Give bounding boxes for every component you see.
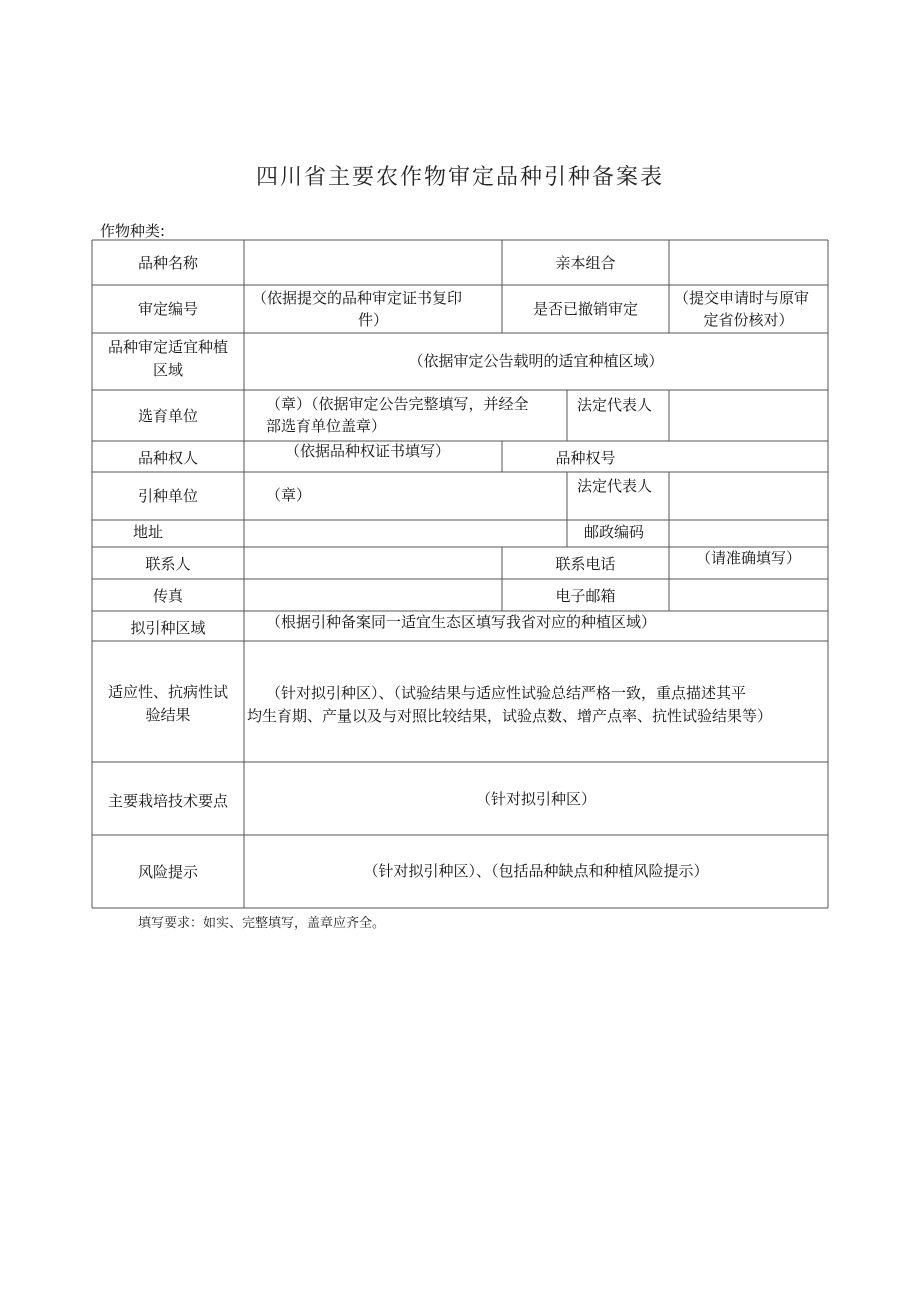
label-revoked: 是否已撤销审定	[532, 300, 638, 318]
hint-approval-no-2: 件）	[357, 311, 388, 329]
label-fax: 传真	[152, 587, 183, 605]
label-parent-combo: 亲本组合	[555, 254, 616, 272]
label-tech: 主要栽培技术要点	[107, 792, 228, 810]
label-intro-area: 拟引种区域	[130, 619, 206, 637]
hint-breeder-1: （章）（依据审定公告完整填写，并经全	[266, 395, 529, 413]
hint-phone: （请准确填写）	[695, 549, 801, 567]
label-legal-rep: 法定代表人	[577, 396, 653, 414]
hint-revoked-1: （提交申请时与原审	[674, 289, 810, 307]
hint-intro-area: （根据引种备案同一适宜生态区填写我省对应的种植区域）	[266, 613, 657, 631]
label-test-1: 适应性、抗病性试	[107, 683, 228, 701]
label-introducer: 引种单位	[137, 487, 198, 505]
label-risk: 风险提示	[137, 863, 198, 881]
crop-type-label: 作物种类:	[100, 222, 166, 240]
label-variety-name: 品种名称	[137, 254, 198, 272]
hint-revoked-2: 定省份核对）	[703, 311, 794, 329]
hint-test-1: （针对拟引种区）、（试验结果与适应性试验总结严格一致，重点描述其平	[266, 684, 747, 702]
hint-tech: （针对拟引种区）	[475, 790, 596, 808]
hint-risk: （针对拟引种区）、（包括品种缺点和种植风险提示）	[363, 862, 709, 880]
hint-right-holder: （依据品种权证书填写）	[285, 442, 451, 460]
label-approval-no: 审定编号	[137, 300, 198, 318]
label-test-2: 验结果	[145, 706, 191, 724]
label-right-holder: 品种权人	[137, 449, 198, 467]
hint-introducer: （章）	[266, 486, 312, 504]
label-postal: 邮政编码	[584, 523, 645, 541]
label-suitable-area-2: 区域	[152, 361, 183, 379]
hint-suitable-area: （依据审定公告载明的适宜种植区域）	[408, 352, 664, 370]
page-title: 四川省主要农作物审定品种引种备案表	[255, 165, 664, 190]
label-contact: 联系人	[145, 555, 191, 573]
label-breeder: 选育单位	[137, 407, 198, 425]
label-right-no: 品种权号	[555, 449, 616, 467]
label-email: 电子邮箱	[555, 587, 616, 605]
label-address: 地址	[133, 523, 164, 541]
label-legal-rep-2: 法定代表人	[577, 477, 653, 495]
hint-breeder-2: 部选育单位盖章）	[266, 417, 387, 435]
label-phone: 联系电话	[555, 555, 616, 573]
footer-note: 填写要求：如实、完整填写，盖章应齐全。	[138, 916, 386, 931]
label-suitable-area-1: 品种审定适宜种植	[107, 338, 228, 356]
hint-approval-no-1: （依据提交的品种审定证书复印	[252, 289, 463, 307]
hint-test-2: 均生育期、产量以及与对照比较结果，试验点数、增产点率、抗性试验结果等）	[247, 707, 773, 725]
